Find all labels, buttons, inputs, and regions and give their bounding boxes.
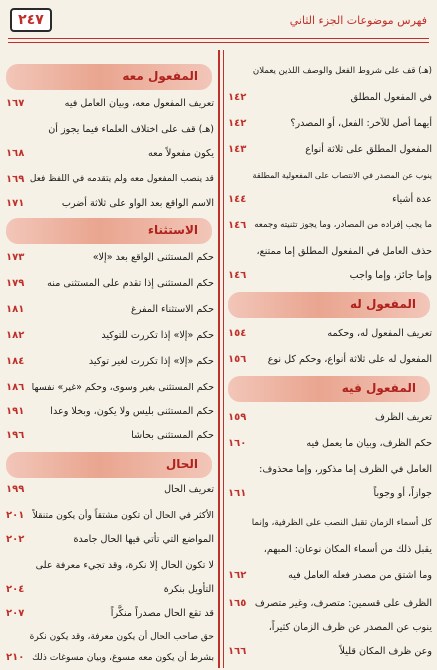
list-item bbox=[4, 274, 214, 298]
list-item bbox=[4, 120, 214, 144]
list-item bbox=[4, 352, 214, 376]
entry-text: (هـ) قف على اختلاف العلماء فيما يجوز أن bbox=[48, 124, 214, 135]
section-heading bbox=[6, 218, 212, 244]
entry-text: المفعول له على ثلاثة أنواع، وحكم كل نوع bbox=[267, 354, 432, 365]
entry-page: ١٧٩ bbox=[6, 278, 25, 289]
section-title: المفعول معه bbox=[122, 69, 198, 83]
header-rule-thin bbox=[8, 42, 429, 43]
entry-text: وعن ظرف المكان قليلاً bbox=[339, 646, 432, 657]
list-item bbox=[4, 426, 214, 450]
list-item bbox=[226, 540, 432, 564]
entry-text: حكم المستثنى الواقع بعد «إلا» bbox=[92, 252, 214, 263]
entry-text: حكم «إلا» إذا تكررت لغير توكيد bbox=[88, 356, 214, 367]
entry-page: ١٦٧ bbox=[6, 98, 25, 109]
entry-page: ١٦٨ bbox=[6, 148, 25, 159]
entry-text: ينوب عن المصدر في الانتصاب على المفعولية المطلقة bbox=[252, 171, 432, 180]
entry-text: حق صاحب الحال أن يكون معرفة، وقد يكون نكرة bbox=[29, 632, 214, 642]
entry-text: تعريف الظرف bbox=[375, 412, 432, 423]
entry-page: ١٦٦ bbox=[228, 646, 247, 657]
entry-text: حكم المستثنى بحاشا bbox=[131, 430, 214, 441]
entry-text: المواضع التي تأتي فيها الحال جامدة bbox=[73, 534, 214, 545]
header-rule bbox=[8, 38, 429, 39]
section-title: المفعول له bbox=[350, 297, 416, 311]
entry-text: تعريف المفعول معه، وبيان العامل فيه bbox=[64, 98, 214, 109]
section-title: المفعول فيه bbox=[341, 381, 416, 395]
list-item bbox=[226, 88, 432, 112]
entry-page: ١٩٦ bbox=[6, 430, 25, 441]
section-heading bbox=[6, 452, 212, 478]
entry-page: ١٥٩ bbox=[228, 412, 247, 423]
entry-text: يكون مفعولاً معه bbox=[147, 148, 214, 159]
entry-text: لا تكون الحال إلا نكرة، وقد تجيء معرفة على bbox=[35, 560, 214, 571]
list-item bbox=[226, 350, 432, 374]
list-item bbox=[4, 170, 214, 194]
entry-page: ١٦٠ bbox=[228, 438, 247, 449]
list-item bbox=[226, 408, 432, 432]
list-item bbox=[4, 506, 214, 530]
list-item bbox=[4, 402, 214, 426]
list-item bbox=[4, 604, 214, 628]
list-item bbox=[226, 642, 432, 666]
list-item bbox=[226, 618, 432, 642]
entry-page: ٢٠١ bbox=[6, 510, 25, 521]
entry-text: حكم «إلا» إذا تكررت للتوكيد bbox=[101, 330, 214, 341]
section-heading bbox=[6, 64, 212, 90]
entry-text: ما يجب إفراده من المصادر، وما يجوز تثنيته وجمعه bbox=[254, 220, 432, 230]
list-item bbox=[226, 190, 432, 214]
page-number-badge: ٢٤٧ bbox=[10, 8, 52, 32]
entry-text: تعريف الحال bbox=[164, 484, 214, 495]
entry-page: ٢٠٢ bbox=[6, 534, 25, 545]
list-item bbox=[226, 114, 432, 138]
entry-text: ينوب عن المصدر عن ظرف الزمان كثيراً، bbox=[268, 622, 432, 633]
entry-text: قد ينصب المفعول معه ولم يتقدمه في اللفظ فعل bbox=[29, 174, 214, 184]
list-item bbox=[4, 194, 214, 218]
list-item bbox=[4, 556, 214, 580]
entry-text: وإما جائز، وإما واجب bbox=[349, 270, 432, 281]
list-item bbox=[226, 460, 432, 484]
entry-page: ١٧٣ bbox=[6, 252, 25, 263]
entry-page: ١٤٢ bbox=[228, 118, 247, 129]
entry-text: الاسم الواقع بعد الواو على ثلاثة أضرب bbox=[61, 198, 214, 209]
entry-text: الأكثر في الحال أن تكون مشتقاً وأن يكون متنقلاً bbox=[32, 510, 214, 521]
entry-page: ١٥٤ bbox=[228, 328, 247, 339]
list-item bbox=[4, 648, 214, 670]
list-item bbox=[226, 166, 432, 190]
section-heading bbox=[228, 376, 430, 402]
list-item bbox=[226, 216, 432, 240]
list-item bbox=[226, 140, 432, 164]
list-item bbox=[226, 242, 432, 266]
entry-text: حكم الاستثناء المفرغ bbox=[130, 304, 214, 315]
entry-page: ١٥٦ bbox=[228, 354, 247, 365]
entry-text: حكم المستثنى بغير وسوى، وحكم «غير» نفسها bbox=[31, 382, 214, 393]
entry-page: ١٦٩ bbox=[6, 174, 25, 185]
list-item bbox=[4, 248, 214, 272]
entry-page: ١٨١ bbox=[6, 304, 25, 315]
entry-text: عدة أشياء bbox=[392, 194, 432, 205]
entry-text: تعريف المفعول له، وحكمه bbox=[327, 328, 432, 339]
list-item bbox=[226, 514, 432, 538]
entry-text: المفعول المطلق على ثلاثة أنواع bbox=[305, 144, 432, 155]
entry-page: ٢٠٤ bbox=[6, 584, 25, 595]
list-item bbox=[226, 594, 432, 618]
entry-text: وما اشتق من مصدر فعله العامل فيه bbox=[288, 570, 432, 581]
entry-text: (هـ) قف على شروط الفعل والوصف اللذين يعملان bbox=[252, 66, 432, 76]
entry-page: ١٤٦ bbox=[228, 270, 247, 281]
entry-page: ١٤٢ bbox=[228, 92, 247, 103]
entry-text: جوازاً، أو وجوباً bbox=[373, 488, 432, 499]
entry-text: في المفعول المطلق bbox=[350, 92, 432, 103]
entry-page: ١٨٦ bbox=[6, 382, 25, 393]
entry-page: ٢١٠ bbox=[6, 652, 25, 663]
entry-text: حكم المستثنى إذا تقدم على المستثنى منه bbox=[47, 278, 214, 289]
entry-page: ١٦٥ bbox=[228, 598, 247, 609]
list-item bbox=[4, 580, 214, 604]
entry-page: ١٧١ bbox=[6, 198, 25, 209]
column-divider-thin bbox=[223, 50, 224, 668]
entry-page: ٢٠٧ bbox=[6, 608, 25, 619]
list-item bbox=[226, 484, 432, 508]
column-divider bbox=[218, 50, 220, 668]
entry-page: ١٤٣ bbox=[228, 144, 247, 155]
entry-page: ١٨٤ bbox=[6, 356, 25, 367]
list-item bbox=[226, 266, 432, 290]
entry-page: ١٦١ bbox=[228, 488, 247, 499]
list-item bbox=[226, 324, 432, 348]
entry-text: كل أسماء الزمان تقبل النصب على الظرفية، وإنما bbox=[251, 518, 432, 528]
list-item bbox=[226, 434, 432, 458]
entry-page: ١٤٦ bbox=[228, 220, 247, 231]
entry-text: بشرط أن يكون معه مسوغ، وبيان مسوغات ذلك bbox=[32, 652, 214, 663]
entry-page: ١٩١ bbox=[6, 406, 25, 417]
entry-text: التأويل بنكرة bbox=[163, 584, 214, 595]
entry-text: الظرف على قسمين: متصرف، وغير متصرف bbox=[254, 598, 432, 609]
list-item bbox=[4, 378, 214, 402]
header-title: فهرس موضوعات الجزء الثاني bbox=[289, 14, 427, 27]
entry-page: ١٦٢ bbox=[228, 570, 247, 581]
list-item bbox=[4, 144, 214, 168]
entry-text: يقبل ذلك من أسماء المكان نوعان: المبهم، bbox=[263, 544, 432, 555]
entry-text: حكم الظرف، وبيان ما يعمل فيه bbox=[306, 438, 432, 449]
entry-text: العامل في الظرف إما مذكور، وإما محذوف: bbox=[259, 464, 432, 475]
entry-text: حذف العامل في المفعول المطلق إما ممتنع، bbox=[256, 246, 432, 257]
entry-text: أيهما أصل للآخر: الفعل، أو المصدر؟ bbox=[290, 118, 432, 129]
section-title: الاستثناء bbox=[147, 223, 198, 237]
list-item bbox=[226, 566, 432, 590]
list-item bbox=[226, 62, 432, 86]
list-item bbox=[4, 480, 214, 504]
entry-text: قد تقع الحال مصدراً منكَّراً bbox=[110, 608, 214, 619]
section-heading bbox=[228, 292, 430, 318]
entry-page: ١٨٢ bbox=[6, 330, 25, 341]
entry-page: ١٤٤ bbox=[228, 194, 247, 205]
list-item bbox=[4, 530, 214, 554]
list-item bbox=[4, 300, 214, 324]
section-title: الحال bbox=[165, 457, 198, 471]
list-item bbox=[4, 326, 214, 350]
page-header bbox=[8, 4, 429, 42]
entry-text: حكم المستثنى بليس ولا يكون، وبخلا وعدا bbox=[50, 406, 214, 417]
list-item bbox=[4, 94, 214, 118]
entry-page: ١٩٩ bbox=[6, 484, 25, 495]
